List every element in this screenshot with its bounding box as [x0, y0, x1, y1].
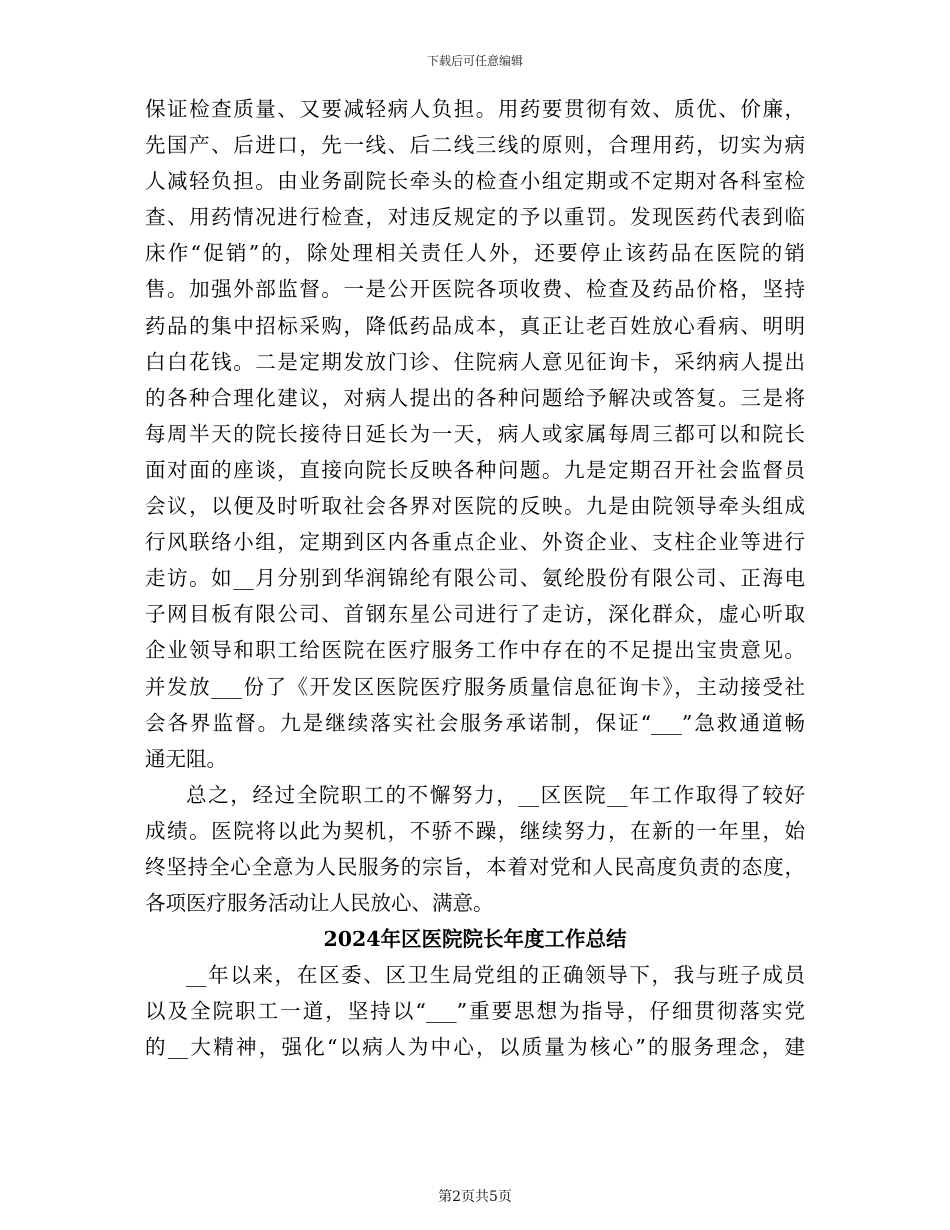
text-line: 的各种合理化建议，对病人提出的各种问题给予解决或答复。三是将 [145, 385, 805, 410]
text-line: 总之，经过全院职工的不懈努力，__区医院__年工作取得了较好 [186, 782, 805, 807]
text-line: 以及全院职工一道，坚持以“___”重要思想为指导，仔细贯彻落实党 [145, 999, 805, 1024]
text-line: 并发放___份了《开发区医院医疗服务质量信息征询卡》，主动接受社 [145, 674, 805, 699]
text-line: 白白花钱。二是定期发放门诊、住院病人意见征询卡，采纳病人提出 [145, 349, 805, 374]
text-line: 人减轻负担。由业务副院长牵头的检查小组定期或不定期对各科室检 [145, 169, 805, 194]
text-line: 的__大精神，强化“以病人为中心，以质量为核心”的服务理念，建 [145, 1035, 805, 1060]
text-line: 终坚持全心全意为人民服务的宗旨，本着对党和人民高度负责的态度， [145, 854, 805, 879]
page-header: 下载后可任意编辑 [426, 54, 523, 68]
section-title: 2024年区医院院长年度工作总结 [323, 927, 627, 952]
text-line: 子网目板有限公司、首钢东星公司进行了走访，深化群众，虚心听取 [145, 602, 805, 627]
text-line: 床作“促销”的，除处理相关责任人外，还要停止该药品在医院的销 [145, 241, 805, 266]
text-line: 会各界监督。九是继续落实社会服务承诺制，保证“___”急救通道畅 [145, 710, 805, 735]
text-line: 每周半天的院长接待日延长为一天，病人或家属每周三都可以和院长 [145, 421, 805, 446]
text-line: 走访。如__月分别到华润锦纶有限公司、氨纶股份有限公司、正海电 [145, 566, 805, 591]
document-body [145, 91, 805, 1066]
text-line: 会议，以便及时听取社会各界对医院的反映。九是由院领导牵头组成 [145, 494, 805, 519]
text-line: 查、用药情况进行检查，对违反规定的予以重罚。发现医药代表到临 [145, 205, 805, 230]
text-line: 面对面的座谈，直接向院长反映各种问题。九是定期召开社会监督员 [145, 457, 805, 482]
text-line: 行风联络小组，定期到区内各重点企业、外资企业、支柱企业等进行 [145, 530, 805, 555]
text-line: 各项医疗服务活动让人民放心、满意。 [145, 891, 494, 916]
text-line: 先国产、后进口，先一线、后二线三线的原则，合理用药，切实为病 [145, 133, 805, 158]
text-line: 售。加强外部监督。一是公开医院各项收费、检查及药品价格，坚持 [145, 277, 805, 302]
text-line: 保证检查质量、又要减轻病人负担。用药要贯彻有效、质优、价廉， [145, 97, 805, 121]
text-line: 通无阻。 [145, 746, 227, 771]
text-line: 企业领导和职工给医院在医疗服务工作中存在的不足提出宝贵意见。 [145, 638, 805, 663]
page-footer: 第2页共5页 [438, 1189, 512, 1205]
text-line: 药品的集中招标采购，降低药品成本，真正让老百姓放心看病、明明 [145, 313, 805, 338]
text-line: __年以来，在区委、区卫生局党组的正确领导下，我与班子成员 [186, 963, 805, 988]
text-line: 成绩。医院将以此为契机，不骄不躁，继续努力，在新的一年里，始 [145, 818, 805, 843]
